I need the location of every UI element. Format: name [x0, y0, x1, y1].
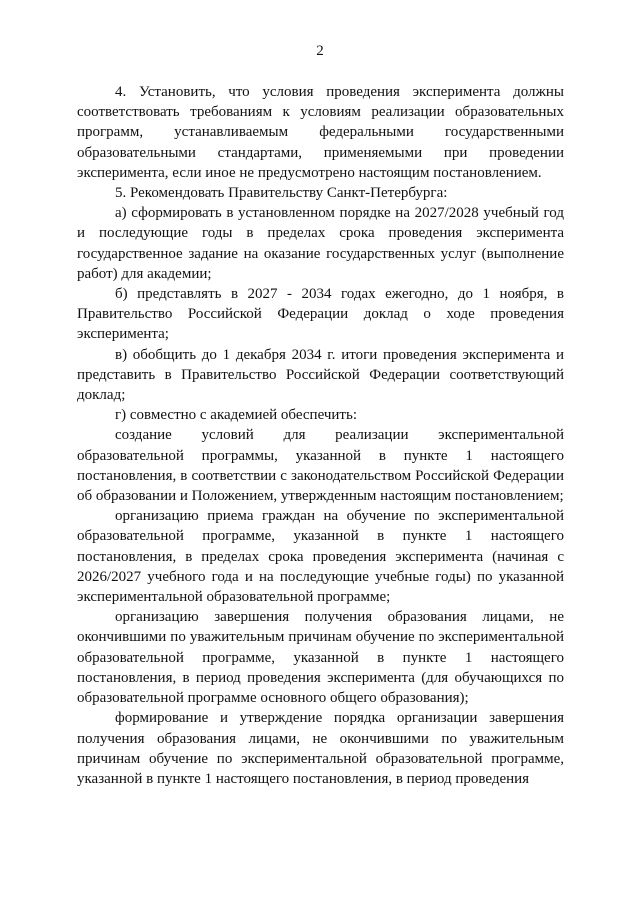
list-item-admission: организацию приема граждан на обучение по экспериментальной образовательной программе, указанной в пункте 1 настоящего постановления, в пределах срока проведения эксперимента (начиная с 2026/2027 учебного года и на последующие учебные годы) по указанной экспериментальной образовательной программе;: [77, 508, 564, 606]
subitem-v: в) обобщить до 1 декабря 2034 г. итоги проведения эксперимента и представить в Правительство Российской Федерации соответствующий доклад;: [77, 346, 564, 404]
document-body: [77, 82, 564, 789]
subitem-b: б) представлять в 2027 - 2034 годах ежегодно, до 1 ноября, в Правительство Российской Федерации доклад о ходе проведения эксперимента;: [77, 286, 564, 343]
subitem-a: а) сформировать в установленном порядке на 2027/2028 учебный год и последующие годы в пределах срока проведения эксперимента государственное задание на оказание государственных услуг (выполнение работ) для академии;: [77, 205, 564, 282]
list-item-completion: организацию завершения получения образования лицами, не окончившими по уважительным причинам обучение по экспериментальной образовательной программе, указанной в пункте 1 настоящего постановления, в период проведения эксперимента (для обучающихся по образовательной программе основного общего образования);: [77, 609, 564, 707]
subitem-g: г) совместно с академией обеспечить:: [115, 407, 357, 424]
paragraph-item-5: 5. Рекомендовать Правительству Санкт-Петербурга:: [115, 185, 448, 202]
list-item-conditions: создание условий для реализации экспериментальной образовательной программы, указанной в пункте 1 настоящего постановления, в соответствии с законодательством Российской Федерации об образовании и Положением, утвержденным настоящим постановлением;: [77, 427, 564, 505]
paragraph-item-4: 4. Установить, что условия проведения эксперимента должны соответствовать требованиям к условиям реализации образовательных программ, устанавливаемым федеральными государственными образовательными стандартами, применяемыми при проведении эксперимента, если иное не предусмотрено настоящим постановлением.: [77, 84, 564, 181]
list-item-procedure: формирование и утверждение порядка организации завершения получения образования лицами, не окончившими по уважительным причинам обучение по экспериментальной образовательной программе, указанной в пункте 1 настоящего постановления, в период проведения: [77, 710, 564, 787]
page-number: 2: [316, 43, 324, 59]
